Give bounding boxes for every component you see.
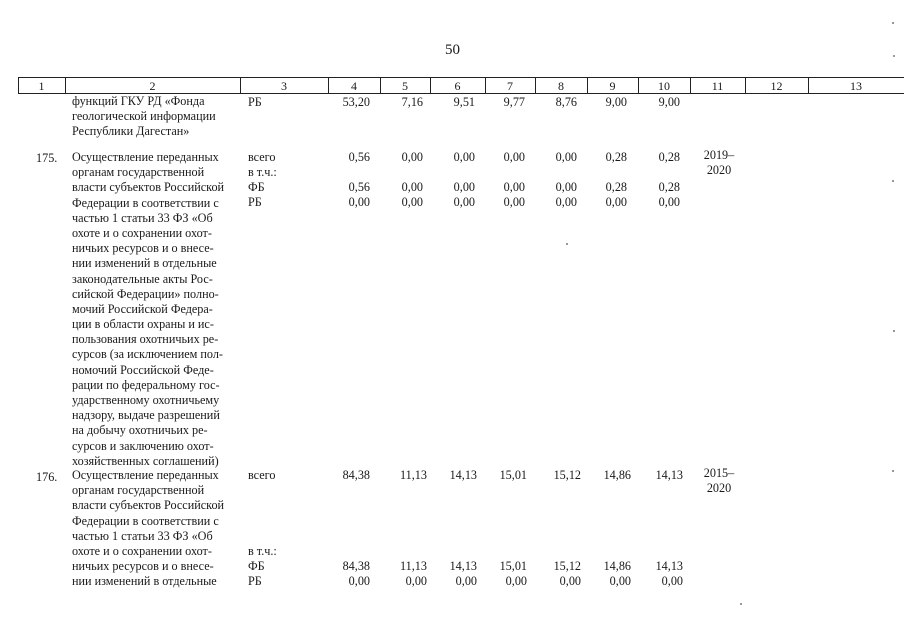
value-cell: 15,12 bbox=[553, 468, 581, 482]
row-number: 175. bbox=[36, 151, 58, 165]
funding-source: ФБ bbox=[248, 559, 265, 573]
value-cell: 53,20 bbox=[342, 95, 370, 109]
funding-source: ФБ bbox=[248, 180, 265, 194]
description-line: власти субъектов Российской bbox=[72, 180, 225, 195]
description-line: надзору, выдаче разрешений bbox=[72, 408, 220, 423]
value-cell: 0,00 bbox=[503, 195, 525, 209]
description-line: хозяйственных соглашений) bbox=[72, 453, 219, 468]
description-line: сурсов и заключению охот- bbox=[72, 438, 214, 453]
description-line: нии изменений в отдельные bbox=[72, 574, 217, 589]
description-line: сурсов (за исключением пол- bbox=[72, 347, 223, 362]
value-cell: 0,00 bbox=[658, 195, 680, 209]
value-cell: 0,00 bbox=[401, 195, 423, 209]
row-description bbox=[72, 94, 237, 140]
value-cell: 14,86 bbox=[603, 559, 631, 573]
description-line: Республики Дагестан» bbox=[72, 124, 190, 139]
value-cell: 0,56 bbox=[348, 150, 370, 164]
funding-source: в т.ч.: bbox=[248, 544, 277, 558]
value-cell: 0,00 bbox=[559, 574, 581, 588]
implementation-period bbox=[697, 148, 741, 178]
header-top-border bbox=[18, 77, 904, 78]
value-cell: 0,00 bbox=[405, 574, 427, 588]
description-line: власти субъектов Российской bbox=[72, 498, 225, 513]
funding-source: РБ bbox=[248, 195, 262, 209]
value-cell: 0,00 bbox=[555, 195, 577, 209]
funding-source: всего bbox=[248, 468, 276, 482]
description-line: рации по федеральному гос- bbox=[72, 377, 220, 392]
value-cell: 0,28 bbox=[605, 180, 627, 194]
value-cell: 0,00 bbox=[348, 574, 370, 588]
description-line: номочий Российской Феде- bbox=[72, 362, 214, 377]
column-header: 3 bbox=[281, 79, 287, 93]
scan-speck bbox=[566, 243, 568, 245]
scan-speck bbox=[892, 180, 894, 182]
column-header: 10 bbox=[658, 79, 670, 93]
column-header: 8 bbox=[558, 79, 564, 93]
column-header: 9 bbox=[609, 79, 616, 93]
scan-speck bbox=[892, 470, 894, 472]
value-cell: 11,13 bbox=[400, 559, 427, 573]
description-line: органам государственной bbox=[72, 165, 205, 180]
value-cell: 11,13 bbox=[400, 468, 427, 482]
description-line: сийской Федерации» полно- bbox=[72, 286, 219, 301]
description-line: ции в области охраны и ис- bbox=[72, 317, 214, 332]
period-end: 2020 bbox=[706, 163, 732, 177]
value-cell: 14,13 bbox=[655, 468, 683, 482]
value-cell: 0,00 bbox=[503, 150, 525, 164]
description-line: охоте и о сохранении охот- bbox=[72, 225, 212, 240]
value-cell: 0,00 bbox=[609, 574, 631, 588]
column-header: 11 bbox=[711, 79, 724, 93]
funding-source: всего bbox=[248, 150, 276, 164]
description-line: мочий Российской Федера- bbox=[72, 301, 213, 316]
description-line: ничьих ресурсов и о внесе- bbox=[72, 241, 214, 256]
value-cell: 15,12 bbox=[553, 559, 581, 573]
description-line: Федерации в соответствии с bbox=[72, 513, 219, 528]
implementation-period bbox=[697, 466, 741, 496]
value-cell: 0,56 bbox=[348, 180, 370, 194]
value-cell: 0,28 bbox=[658, 150, 680, 164]
value-cell: 0,00 bbox=[555, 150, 577, 164]
scan-speck bbox=[893, 55, 895, 57]
value-cell: 0,00 bbox=[401, 150, 423, 164]
value-cell: 15,01 bbox=[499, 468, 527, 482]
funding-source: РБ bbox=[248, 95, 262, 109]
description-line: частью 1 статьи 33 ФЗ «Об bbox=[72, 528, 213, 543]
value-cell: 0,00 bbox=[661, 574, 683, 588]
value-cell: 14,86 bbox=[603, 468, 631, 482]
row-number: 176. bbox=[36, 470, 58, 484]
value-cell: 0,00 bbox=[453, 150, 475, 164]
scan-speck bbox=[893, 330, 895, 332]
value-cell: 84,38 bbox=[342, 559, 370, 573]
value-cell: 9,00 bbox=[658, 95, 680, 109]
value-cell: 0,00 bbox=[401, 180, 423, 194]
description-line: ничьих ресурсов и о внесе- bbox=[72, 559, 214, 574]
description-line: нии изменений в отдельные bbox=[72, 256, 217, 271]
column-header: 4 bbox=[351, 79, 357, 93]
funding-source: в т.ч.: bbox=[248, 165, 277, 179]
value-cell: 0,28 bbox=[658, 180, 680, 194]
value-cell: 14,13 bbox=[449, 468, 477, 482]
column-header: 1 bbox=[38, 79, 45, 93]
value-cell: 0,00 bbox=[605, 195, 627, 209]
value-cell: 8,76 bbox=[555, 95, 577, 109]
description-line: органам государственной bbox=[72, 483, 205, 498]
page-number: 50 bbox=[445, 42, 460, 58]
column-header: 7 bbox=[507, 79, 513, 93]
scan-speck bbox=[892, 22, 894, 24]
description-line: пользования охотничьих ре- bbox=[72, 332, 219, 347]
value-cell: 14,13 bbox=[655, 559, 683, 573]
value-cell: 0,00 bbox=[453, 180, 475, 194]
value-cell: 0,00 bbox=[348, 195, 370, 209]
value-cell: 0,28 bbox=[605, 150, 627, 164]
value-cell: 9,77 bbox=[503, 95, 525, 109]
description-line: функций ГКУ РД «Фонда bbox=[72, 94, 205, 108]
value-cell: 15,01 bbox=[499, 559, 527, 573]
description-line: на добычу охотничьих ре- bbox=[72, 423, 208, 438]
value-cell: 0,00 bbox=[505, 574, 527, 588]
description-line: ударственному охотничьему bbox=[72, 393, 220, 407]
value-cell: 9,51 bbox=[453, 95, 475, 109]
column-header: 6 bbox=[454, 79, 461, 93]
value-cell: 9,00 bbox=[605, 95, 627, 109]
description-line: Осуществление переданных bbox=[72, 468, 219, 482]
row-description bbox=[72, 150, 237, 469]
description-line: частью 1 статьи 33 ФЗ «Об bbox=[72, 210, 213, 225]
period-end: 2020 bbox=[706, 481, 732, 495]
column-header: 13 bbox=[850, 79, 862, 93]
value-cell: 14,13 bbox=[449, 559, 477, 573]
period-start: 2019– bbox=[703, 148, 735, 162]
column-header: 12 bbox=[770, 79, 783, 93]
column-header: 2 bbox=[149, 79, 156, 93]
description-line: Осуществление переданных bbox=[72, 150, 219, 164]
value-cell: 84,38 bbox=[342, 468, 370, 482]
description-line: охоте и о сохранении охот- bbox=[72, 543, 212, 558]
value-cell: 0,00 bbox=[503, 180, 525, 194]
scan-speck bbox=[740, 603, 742, 605]
column-header: 5 bbox=[402, 79, 408, 93]
description-line: законодательные акты Рос- bbox=[72, 271, 213, 286]
funding-source: РБ bbox=[248, 574, 262, 588]
row-description bbox=[72, 468, 237, 590]
value-cell: 7,16 bbox=[401, 95, 423, 109]
period-start: 2015– bbox=[703, 466, 735, 480]
value-cell: 0,00 bbox=[555, 180, 577, 194]
description-line: Федерации в соответствии с bbox=[72, 195, 219, 210]
value-cell: 0,00 bbox=[453, 195, 475, 209]
description-line: геологической информации bbox=[72, 109, 216, 124]
value-cell: 0,00 bbox=[455, 574, 477, 588]
